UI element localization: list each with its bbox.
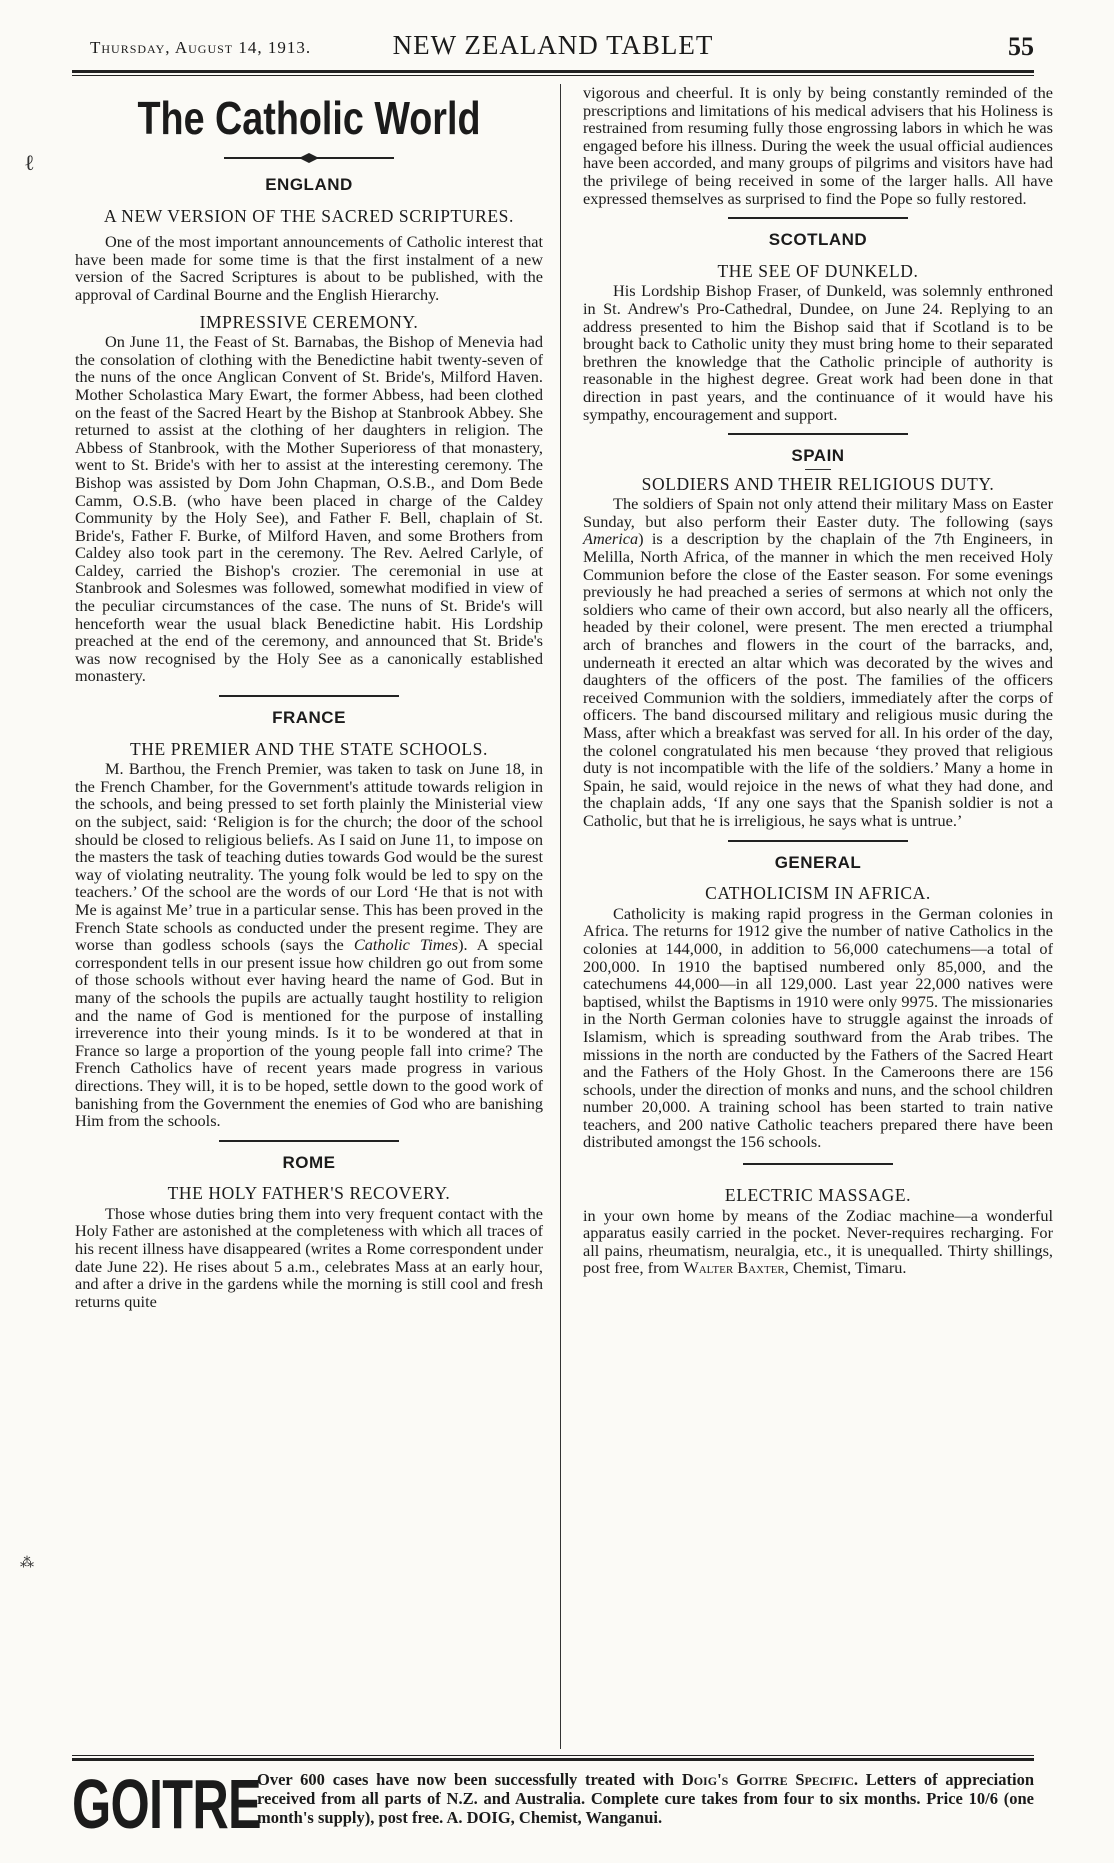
advert-word-goitre: GOITRE <box>72 1765 261 1843</box>
advert-massage <box>583 1207 1053 1277</box>
paragraph-holy-father-continued: vigorous and cheerful. It is only by being constantly reminded of the prescriptions and limitations of his medical advisers that his Holiness is restrained from resuming fully those engrossing labors in which he was engaged before his illness. During the week the usual official audiences have been accorded, and many groups of pilgrims and visitors have had the privilege of being received in some of the larger halls. All have expressed themselves as surprised to find the Pope so fully restored. <box>583 83 1053 208</box>
section-heading-general: GENERAL <box>774 852 862 872</box>
subheading-soldiers: SOLDIERS AND THEIR RELIGIOUS DUTY. <box>641 473 995 494</box>
subheading-dunkeld: THE SEE OF DUNKELD. <box>717 260 919 281</box>
subheading-africa: CATHOLICISM IN AFRICA. <box>705 883 931 904</box>
page-number: 55 <box>1008 32 1034 61</box>
text-run-5: in your own home by means of the Zodiac machine—a wonderful apparatus easily carried in the pocket. Never-requires recharging. For all pains, rheumatism, neuralgia, etc., it is unequalled. Thirty shillings, post free, from <box>583 1205 1053 1278</box>
section-heading-scotland: SCOTLAND <box>768 230 868 250</box>
subheading-premier-schools: THE PREMIER AND THE STATE SCHOOLS. <box>129 738 488 759</box>
section-rule-5 <box>728 840 908 842</box>
goitre-advert <box>72 1765 1034 1848</box>
advert-heading-massage: ELECTRIC MASSAGE. <box>724 1185 912 1206</box>
text-run-4: ) is a description by the chaplain of the 7th Engineers, in Melilla, North Africa, of the manner in which the men received Holy Communion before the close of the Easter season. For some evenings previously he had preached a series of sermons at which not only the soldiers who came of their own accord, but also nearly all the officers, headed by their colonel, were present. The men erected a triumphal arch of branches and flowers in the court of the barracks, and, underneath it erected an altar which was decorated by the wives and daughters of the officers of the post. The families of the officers received Communion with the soldiers, immediately after the corps of officers. The band discoursed military and religious music during the Mass, after which a breakfast was served for all. In his order of the day, the colonel congratulated his men because ‘they proved that religious duty is not incompatible with the life of the soldiers.’ Many a home in Spain, he said, would rejoice in the news of what they had done, and the chaplain adds, ‘If any one says that the Spanish soldier is not a Catholic, but that he is irreligious, he says what is untrue.’ <box>583 529 1053 830</box>
advert-text-goitre <box>257 1770 1034 1827</box>
subheading-new-version: A NEW VERSION OF THE SACRED SCRIPTURES. <box>104 205 514 226</box>
paragraph-dunkeld: His Lordship Bishop Fraser, of Dunkeld, was solemnly enthroned in St. Andrew's Pro-Cathedral, Dundee, on June 24. Replying to an address presented to him the Bishop said that if Scotland is to be brought back to Catholic unity they must bring home to their separated brethren the knowledge that the Catholic principle of authority is reasonable in the highest degree. Great work had been done in that direction in past years, and the continuance of it would have his sympathy, encouragement and support. <box>583 281 1053 424</box>
text-run-6: , Chemist, Timaru. <box>784 1258 907 1278</box>
section-heading-england: ENGLAND <box>265 175 353 194</box>
masthead <box>72 30 1034 64</box>
paragraph-new-version: One of the most important announcements of Catholic interest that have been made for some time is that the first instalment of a new version of the Sacred Scriptures is about to be published, with the approval of Cardinal Bourne and the English Hierarchy. <box>75 232 543 304</box>
text-run-3: The soldiers of Spain not only attend their military Mass on Easter Sunday, but also perform their Easter duty. The following (says <box>583 494 1053 531</box>
paragraph-premier-schools <box>75 760 543 1129</box>
margin-mark-icon-2: ⁂ <box>20 1556 34 1571</box>
subheading-holy-father: THE HOLY FATHER'S RECOVERY. <box>167 1183 451 1204</box>
italic-publication-2: America <box>583 529 639 549</box>
product-name: Doig's Goitre Specific <box>681 1770 854 1789</box>
footer-rule <box>72 1755 1034 1761</box>
section-rule-4 <box>728 433 908 435</box>
column-divider <box>560 84 561 1749</box>
text-run-7: Over 600 cases have now been successfully treated with <box>257 1770 682 1789</box>
subheading-impressive-ceremony: IMPRESSIVE CEREMONY. <box>199 311 419 332</box>
text-run-2: ). A special correspondent tells in our present issue how children go out from some of those schools without ever having heard the name of God. But in many of the schools the pupils are actually taught hostility to religion and the name of God is mentioned for the purpose of installing irreverence into their young minds. Is it to be wondered at that in France so large a proportion of the young people fall into crime? The French Catholics have of recent years made progress in various directions. They will, it is to be hoped, settle down to the good work of banishing from the Government the enemies of God who are banishing Him from the schools. <box>75 935 544 1131</box>
masthead-rule <box>72 70 1034 76</box>
section-heading-france: FRANCE <box>272 708 346 728</box>
section-heading-rome: ROME <box>282 1152 336 1172</box>
paragraph-soldiers <box>583 495 1053 829</box>
section-rule <box>219 695 399 697</box>
newspaper-title: NEW ZEALAND TABLET <box>392 30 714 60</box>
page-title: The Catholic World <box>137 92 481 144</box>
paragraph-holy-father: Those whose duties bring them into very frequent contact with the Holy Father are astonished at the completeness with which all traces of his recent illness have disappeared (writes a Rome correspondent under date June 22). He rises about 5 a.m., celebrates Mass at an early hour, and after a drive in the gardens while the morning is still cool and fresh returns quite <box>75 1203 543 1311</box>
left-column <box>75 84 543 1310</box>
section-rule-2 <box>219 1140 399 1142</box>
small-dash <box>805 469 831 470</box>
italic-publication: Catholic Times <box>353 935 459 955</box>
section-heading-spain: SPAIN <box>791 446 845 466</box>
section-rule-6 <box>743 1163 893 1165</box>
text-run-8: . Letters of appreciation received from all parts of N.Z. and Australia. Complete cure takes from four to six months. Price 10/6 (one month's supply), post free. A. DOIG, Chemist, Wanganui. <box>257 1770 1034 1827</box>
issue-date: Thursday, August 14, 1913. <box>90 38 312 57</box>
advertiser-name: Walter Baxter <box>683 1258 785 1278</box>
section-rule-3 <box>728 217 908 219</box>
title-ornament-icon <box>224 152 394 164</box>
paragraph-ceremony: On June 11, the Feast of St. Barnabas, the Bishop of Menevia had the consolation of clothing with the Benedictine habit twenty-seven of the nuns of the once Anglican Convent of St. Bride's, Milford Haven. Mother Scholastica Mary Ewart, the former Abbess, had been clothed on the feast of the Sacred Heart by the Bishop at Stanbrook Abbey. She returned to assist at the clothing of her daughters in religion. The Abbess of Stanbrook, with the Mother Superioress of that monastery, went to St. Bride's with her to assist at the interesting ceremony. The Bishop was assisted by Dom John Chapman, O.S.B., and Dom Bede Camm, O.S.B. (who have been placed in charge of the Caldey Community by the Holy See), and Father F. Bell, chaplain of St. Bride's, Father F. Burke, of Milford Haven, and some Brothers from Caldey also took part in the ceremony. The Rev. Aelred Carlyle, of Caldey, carried the Bishop's crozier. The ceremonial in use at Stanbrook and Solesmes was followed, somewhat modified in view of the peculiar circumstances of the case. The nuns of St. Bride's will henceforth wear the usual black Benedictine habit. His Lordship preached at the end of the ceremony, and announced that St. Bride's was now recognised by the Holy See as a canonically established monastery. <box>75 332 543 686</box>
text-run: M. Barthou, the French Premier, was taken to task on June 18, in the French Chamber, for the Government's attitude towards religion in the schools, and being pressed to set forth plainly the Ministerial view on the subject, said: ‘Religion is for the church; the door of the school should be closed to religious beliefs. As I said on June 11, to impose on the masters the task of teaching duties towards God would be the surest way of violating neutrality. The young folk would be led to spy on the teachers.’ Of the school are the words of our Lord ‘He that is not with Me is against Me’ true in a particular sense. This has been proved in the French State schools as conducted under the present regime. They are worse than godless schools (says the <box>75 759 543 955</box>
paragraph-africa: Catholicity is making rapid progress in the German colonies in Africa. The returns for 1912 give the number of native Catholics in the colonies at 144,000, in addition to 56,000 catechumens—a total of 200,000. In 1910 the baptised numbered only 85,000, and the catechumens 44,000—in all 129,000. Last year 22,000 natives were baptised, whilst the Baptisms in 1910 were only 9975. The missionaries in the North German colonies have to struggle against the inroads of Islamism, which is spreading southward from the Arab tribes. The missions in the north are conducted by the Fathers of the Sacred Heart and the Fathers of the Holy Ghost. In the Cameroons there are 156 schools, under the direction of monks and nuns, and the school children number 20,000. A training school has been started to train native teachers, and 200 native Catholic teachers prepared there have been distributed amongst the 156 schools. <box>583 903 1053 1152</box>
margin-mark-icon: ℓ <box>24 150 35 175</box>
right-column <box>583 84 1053 1277</box>
